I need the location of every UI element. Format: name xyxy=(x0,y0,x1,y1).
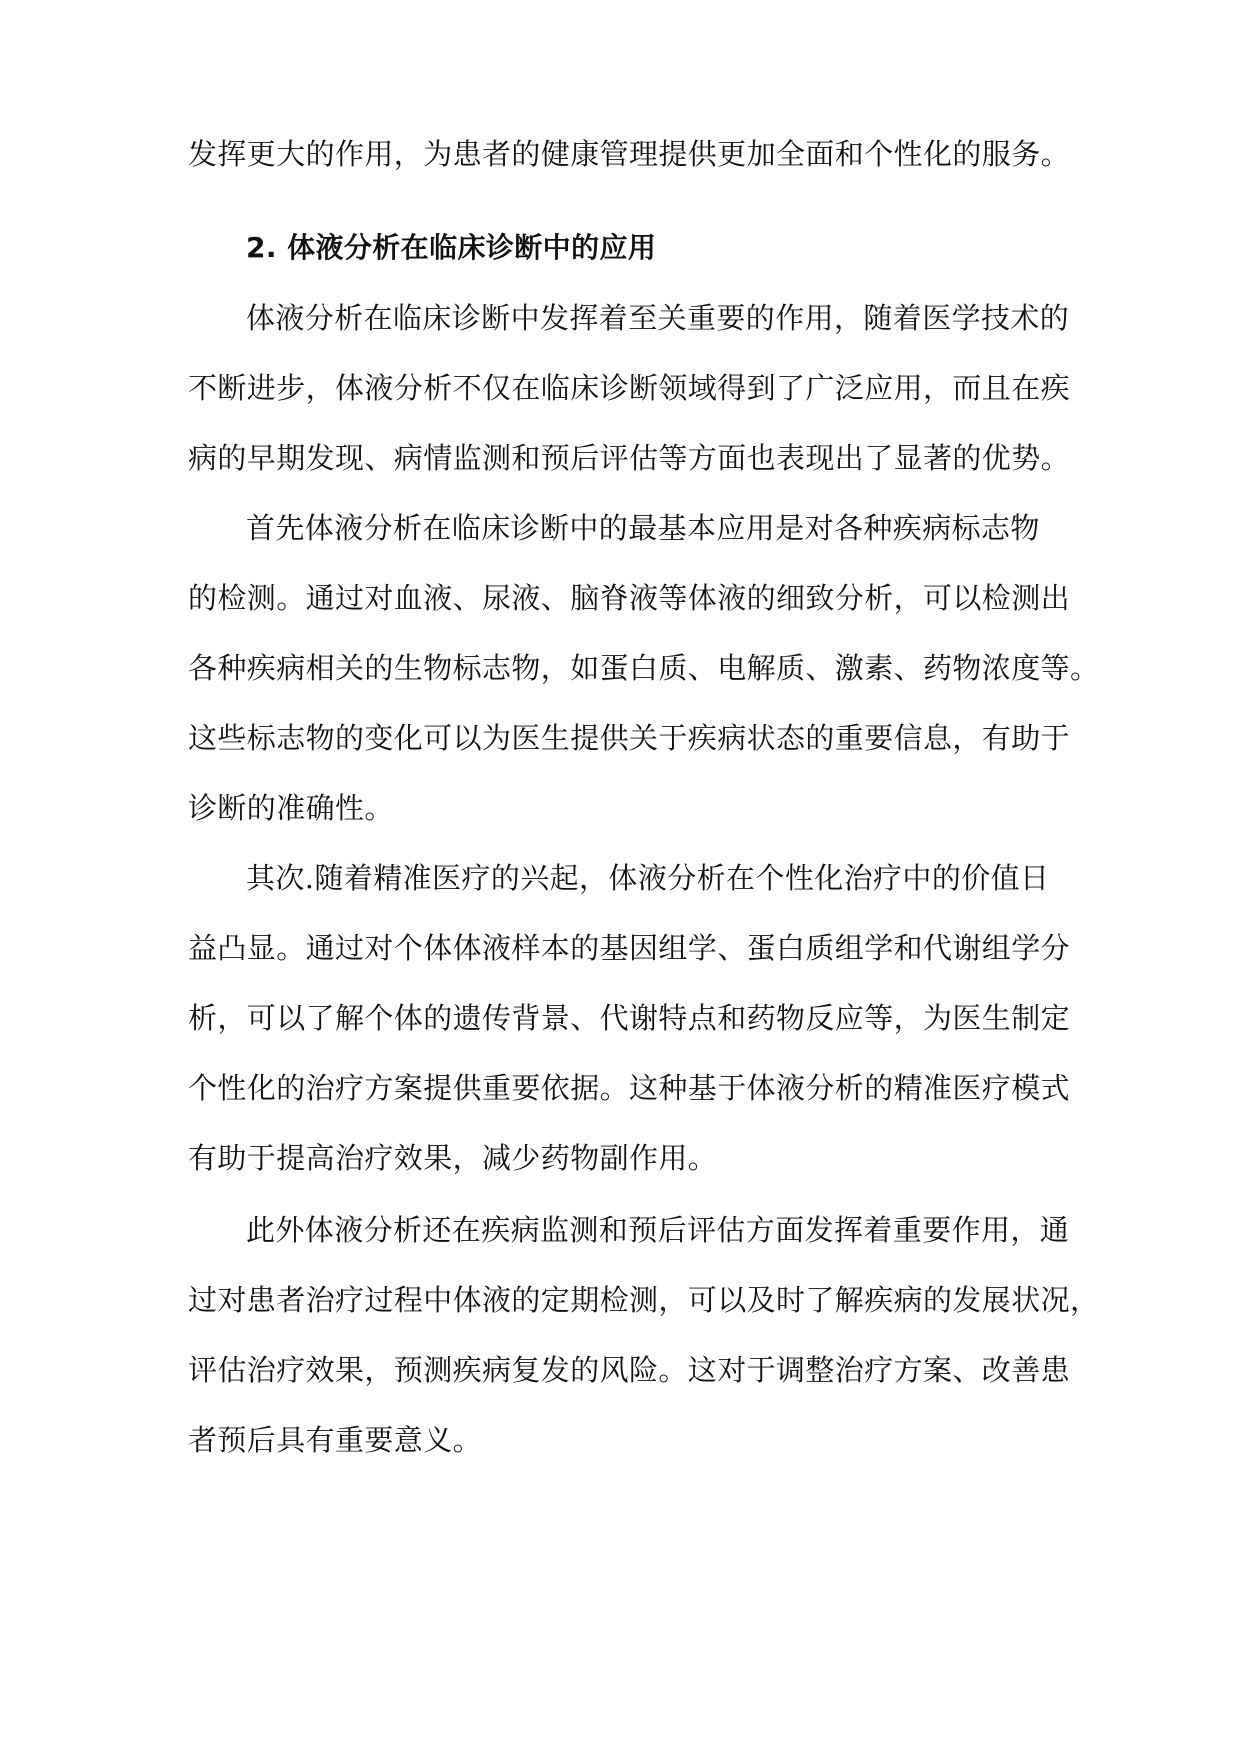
paragraph-line: 者预后具有重要意义。 xyxy=(188,1423,483,1457)
paragraph-line: 首先体液分析在临床诊断中的最基本应用是对各种疾病标志物 xyxy=(246,511,1040,545)
paragraph-line: 的检测。通过对血液、尿液、脑脊液等体液的细致分析，可以检测出 xyxy=(188,581,1071,615)
paragraph-line: 析，可以了解个体的遗传背景、代谢特点和药物反应等，为医生制定 xyxy=(188,1001,1071,1035)
intro-text-line: 发挥更大的作用，为患者的健康管理提供更加全面和个性化的服务。 xyxy=(188,137,1071,171)
paragraph-line: 个性化的治疗方案提供重要依据。这种基于体液分析的精准医疗模式 xyxy=(188,1071,1071,1105)
paragraph-line: 有助于提高治疗效果，减少药物副作用。 xyxy=(188,1141,718,1175)
paragraph-line: 评估治疗效果，预测疾病复发的风险。这对于调整治疗方案、改善患 xyxy=(188,1353,1071,1387)
paragraph-line: 病的早期发现、病情监测和预后评估等方面也表现出了显著的优势。 xyxy=(188,441,1071,475)
paragraph-line: 其次.随着精准医疗的兴起，体液分析在个性化治疗中的价值日 xyxy=(246,861,1050,895)
paragraph-line: 此外体液分析还在疾病监测和预后评估方面发挥着重要作用，通 xyxy=(246,1213,1070,1247)
paragraph-line: 各种疾病相关的生物标志物，如蛋白质、电解质、激素、药物浓度等。 xyxy=(188,651,1100,685)
paragraph-line: 诊断的准确性。 xyxy=(188,791,394,825)
paragraph-line: 过对患者治疗过程中体液的定期检测，可以及时了解疾病的发展状况， xyxy=(188,1283,1100,1317)
paragraph-line: 不断进步，体液分析不仅在临床诊断领域得到了广泛应用，而且在疾 xyxy=(188,371,1071,405)
section-heading: 2. 体液分析在临床诊断中的应用 xyxy=(246,231,657,264)
paragraph-line: 这些标志物的变化可以为医生提供关于疾病状态的重要信息，有助于 xyxy=(188,721,1071,755)
paragraph-line: 益凸显。通过对个体体液样本的基因组学、蛋白质组学和代谢组学分 xyxy=(188,931,1071,965)
paragraph-line: 体液分析在临床诊断中发挥着至关重要的作用，随着医学技术的 xyxy=(246,301,1070,335)
